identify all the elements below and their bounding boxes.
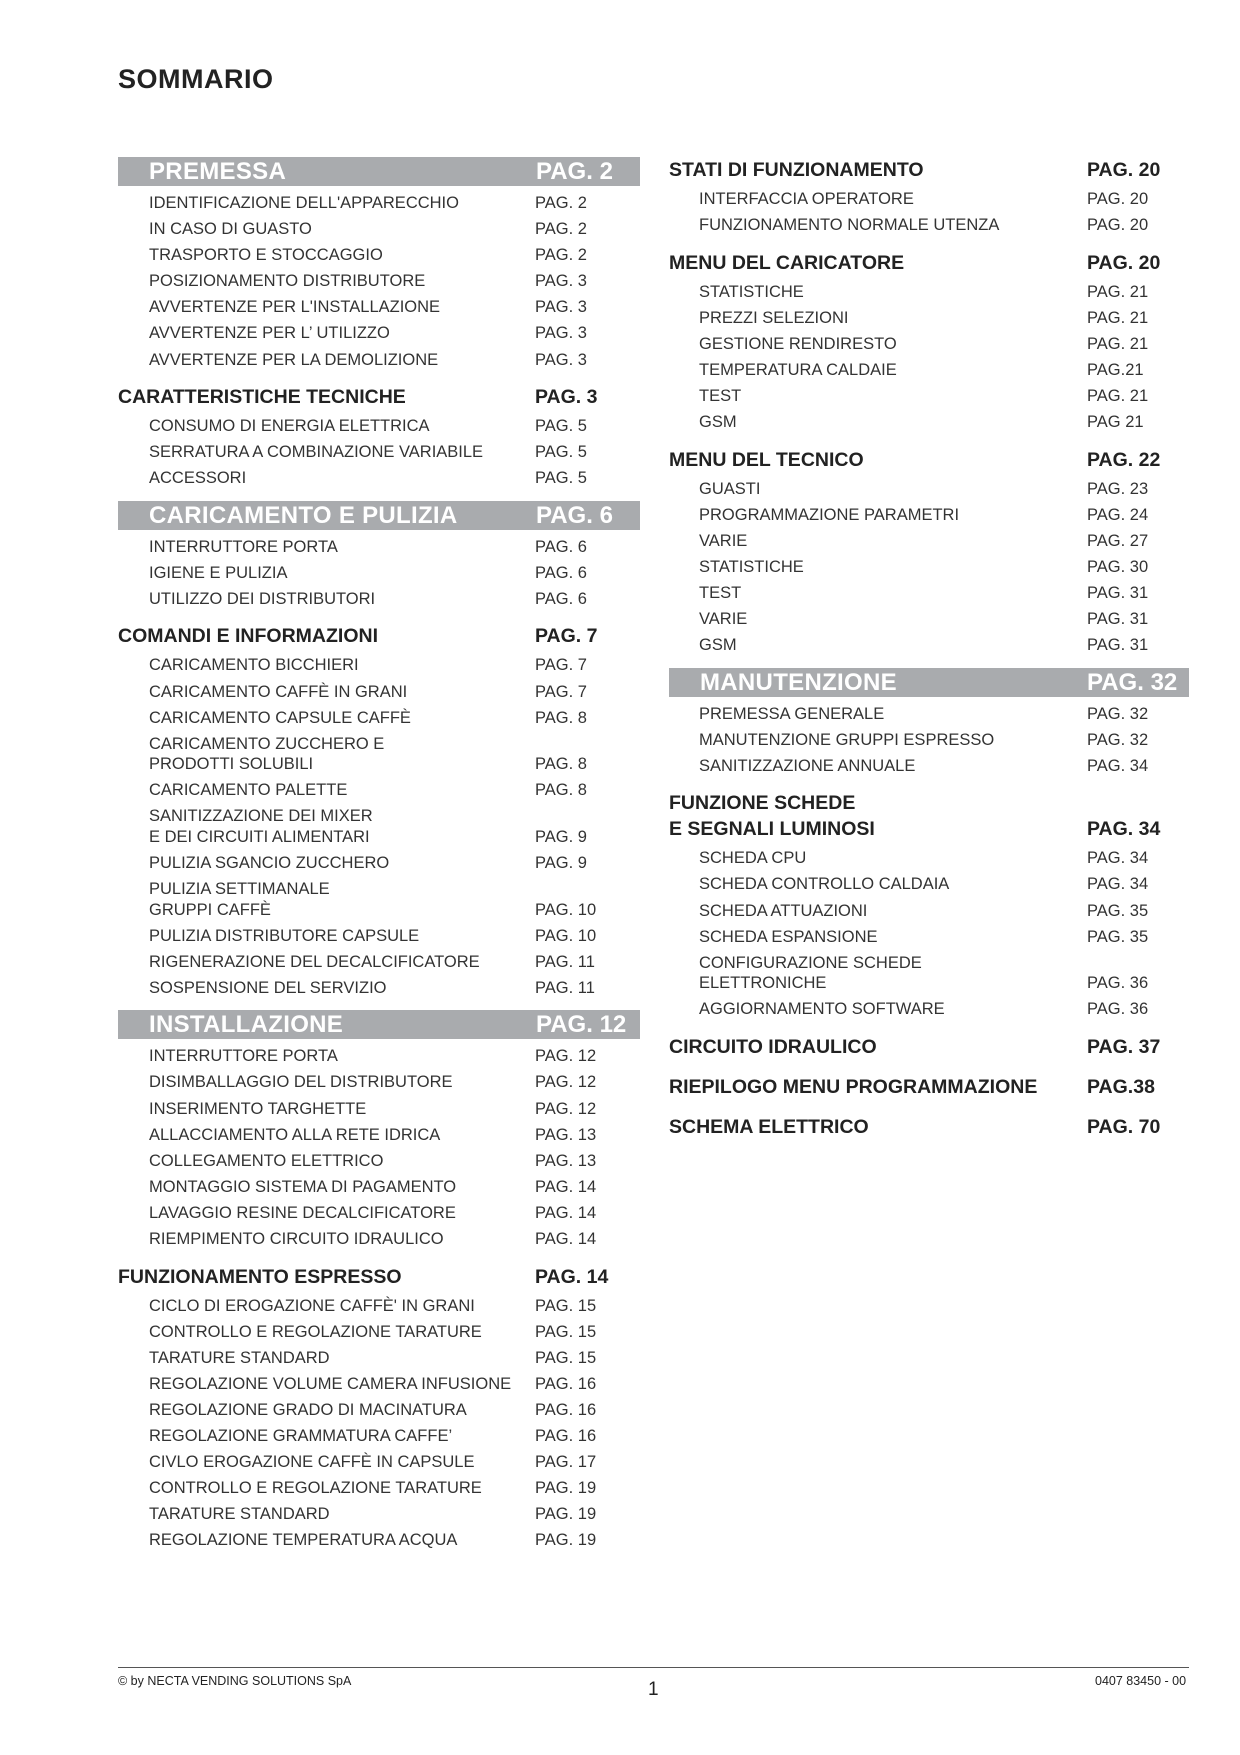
toc-entry[interactable] — [669, 282, 1189, 303]
toc-entry[interactable] — [118, 734, 640, 775]
toc-entry-page: PAG. 11 — [535, 978, 595, 997]
section-items-list — [669, 848, 1189, 1019]
toc-entry[interactable] — [669, 531, 1189, 552]
toc-entry[interactable] — [118, 655, 640, 676]
toc-entry[interactable] — [118, 537, 640, 558]
toc-entry-label: TEMPERATURA CALDAIE — [699, 360, 897, 379]
toc-entry-label: AVVERTENZE PER L'INSTALLAZIONE — [149, 298, 441, 317]
toc-entry[interactable] — [118, 978, 640, 999]
toc-entry-label: IDENTIFICAZIONE DELL'APPARECCHIO — [149, 194, 459, 212]
toc-entry-page: PAG. 19 — [535, 1479, 597, 1498]
toc-entry-label: GESTIONE RENDIRESTO — [699, 334, 897, 353]
toc-entry-label: LAVAGGIO RESINE DECALCIFICATORE — [149, 1203, 456, 1222]
section-page-ref: PAG. 6 — [536, 501, 613, 529]
toc-entry[interactable] — [118, 1530, 640, 1551]
toc-entry[interactable] — [669, 505, 1189, 526]
toc-entry-page: PAG. 35 — [1087, 901, 1149, 920]
toc-entry[interactable] — [118, 589, 640, 610]
toc-entry-page: PAG. 9 — [535, 854, 587, 872]
toc-entry-label: INSERIMENTO TARGHETTE — [149, 1099, 367, 1118]
toc-entry-page: PAG. 21 — [1087, 334, 1149, 353]
footer-page-number: 1 — [648, 1679, 659, 1700]
toc-entry-label: PREZZI SELEZIONI — [699, 308, 849, 327]
toc-entry[interactable] — [669, 412, 1189, 433]
toc-entry-label: REGOLAZIONE VOLUME CAMERA INFUSIONE — [149, 1374, 512, 1393]
toc-entry-label: CONTROLLO E REGOLAZIONE TARATURE — [149, 1322, 482, 1341]
toc-entry-page: PAG. 17 — [535, 1453, 597, 1472]
toc-entry-label: IN CASO DI GUASTO — [149, 220, 312, 239]
toc-entry-label: PREMESSA GENERALE — [699, 704, 885, 723]
toc-entry-page: PAG. 3 — [535, 324, 587, 343]
toc-entry[interactable] — [118, 926, 640, 947]
toc-entry-page: PAG. 14 — [535, 1230, 597, 1249]
toc-entry-label: CARICAMENTO CAPSULE CAFFÈ — [149, 708, 411, 727]
footer-doc-code: 0407 83450 - 00 — [1095, 1674, 1187, 1688]
toc-entry[interactable] — [669, 334, 1189, 355]
toc-entry-page: PAG. 2 — [535, 194, 587, 212]
section-page-ref: PAG. 20 — [1087, 159, 1161, 181]
toc-entry-label: SOSPENSIONE DEL SERVIZIO — [149, 978, 387, 997]
section-page-ref: PAG. 37 — [1087, 1035, 1161, 1058]
toc-entry-page: PAG. 21 — [1087, 282, 1149, 301]
toc-entry[interactable] — [118, 297, 640, 318]
toc-entry-page: PAG. 23 — [1087, 479, 1149, 498]
section-items-list — [118, 1046, 640, 1249]
toc-entry-page: PAG. 19 — [535, 1505, 597, 1524]
toc-entry[interactable] — [669, 953, 1189, 994]
toc-entry-label: CARICAMENTO ZUCCHERO E PRODOTTI SOLUBILI — [149, 734, 385, 774]
toc-entry-page: PAG. 35 — [1087, 927, 1149, 946]
toc-entry-label: VARIE — [699, 610, 748, 629]
section-items-list — [669, 704, 1189, 777]
toc-section — [669, 1034, 1189, 1060]
toc-entry[interactable] — [118, 219, 640, 240]
toc-entry[interactable] — [118, 245, 640, 266]
toc-entry-label: ACCESSORI — [149, 469, 247, 488]
section-heading[interactable] — [118, 157, 640, 186]
toc-entry[interactable] — [669, 386, 1189, 407]
section-page-ref: PAG. 32 — [1087, 668, 1178, 696]
section-heading[interactable] — [669, 157, 1189, 183]
toc-entry[interactable] — [669, 704, 1189, 725]
toc-entry-label: SCHEDA CONTROLLO CALDAIA — [699, 875, 950, 894]
toc-entry[interactable] — [669, 609, 1189, 630]
section-title: MENU DEL TECNICO — [669, 448, 864, 471]
toc-entry[interactable] — [118, 780, 640, 801]
toc-entry[interactable] — [669, 635, 1189, 656]
toc-entry[interactable] — [118, 1203, 640, 1224]
toc-entry-label: POSIZIONAMENTO DISTRIBUTORE — [149, 272, 426, 291]
toc-entry-page: PAG. 6 — [535, 563, 587, 582]
section-page-ref: PAG.38 — [1087, 1075, 1155, 1098]
toc-section — [669, 1114, 1189, 1140]
toc-entry[interactable] — [669, 557, 1189, 578]
toc-entry-label: PROGRAMMAZIONE PARAMETRI — [699, 505, 960, 524]
section-title: MANUTENZIONE — [700, 668, 897, 696]
toc-entry-label: CARICAMENTO BICCHIERI — [149, 656, 359, 675]
toc-section — [669, 790, 1189, 1019]
toc-section — [118, 501, 640, 610]
toc-entry-page: PAG. 5 — [535, 469, 587, 488]
toc-entry-label: REGOLAZIONE GRAMMATURA CAFFE’ — [149, 1427, 453, 1445]
toc-entry[interactable] — [118, 1478, 640, 1499]
section-items-list — [669, 479, 1189, 656]
toc-entry-label: RIEMPIMENTO CIRCUITO IDRAULICO — [149, 1230, 444, 1249]
section-heading[interactable] — [669, 790, 1189, 842]
toc-entry-page: PAG. 14 — [535, 1177, 597, 1196]
toc-entry-page: PAG. 27 — [1087, 531, 1149, 550]
toc-entry[interactable] — [669, 901, 1189, 922]
section-items-list — [118, 1296, 640, 1551]
section-title: MENU DEL CARICATORE — [669, 251, 905, 274]
toc-entry-page: PAG. 2 — [535, 246, 587, 265]
section-page-ref: PAG. 12 — [536, 1011, 627, 1039]
toc-entry-page: PAG. 6 — [535, 537, 587, 556]
toc-entry-page: PAG. 2 — [535, 220, 587, 239]
toc-entry-label: INTERRUTTORE PORTA — [149, 1047, 338, 1066]
section-page-ref: PAG. 70 — [1087, 1115, 1161, 1138]
footer-divider — [118, 1667, 1189, 1668]
toc-entry-label: CIVLO EROGAZIONE CAFFÈ IN CAPSULE — [149, 1453, 475, 1472]
toc-entry-label: CONFIGURAZIONE SCHEDE ELETTRONICHE — [699, 953, 922, 993]
toc-entry[interactable] — [669, 756, 1189, 777]
toc-entry-page: PAG. 31 — [1087, 636, 1149, 655]
toc-section — [669, 250, 1189, 433]
toc-entry-label: TARATURE STANDARD — [149, 1505, 330, 1524]
section-items-list — [118, 416, 640, 489]
toc-entry-page: PAG. 34 — [1087, 756, 1149, 775]
toc-entry-page: PAG. 16 — [535, 1374, 597, 1393]
toc-section — [118, 1264, 640, 1551]
toc-entry-page: PAG. 15 — [535, 1348, 597, 1367]
toc-entry-label: CONSUMO DI ENERGIA ELETTRICA — [149, 417, 430, 436]
toc-entry[interactable] — [669, 927, 1189, 948]
toc-entry[interactable] — [118, 1046, 640, 1067]
toc-entry-page: PAG. 11 — [535, 952, 595, 971]
toc-entry[interactable] — [669, 848, 1189, 869]
toc-entry-page: PAG. 36 — [1087, 974, 1149, 993]
toc-entry-page: PAG. 3 — [535, 350, 587, 369]
toc-entry-label: VARIE — [699, 531, 748, 550]
section-title: FUNZIONE SCHEDE E SEGNALI LUMINOSI — [669, 792, 875, 841]
toc-entry-page: PAG. 15 — [535, 1296, 597, 1315]
toc-entry[interactable] — [118, 323, 640, 344]
toc-entry-page: PAG. 12 — [535, 1047, 597, 1066]
toc-entry-label: TARATURE STANDARD — [149, 1348, 330, 1367]
toc-entry[interactable] — [118, 1296, 640, 1317]
toc-entry[interactable] — [669, 874, 1189, 895]
section-title: FUNZIONAMENTO ESPRESSO — [118, 1265, 402, 1288]
toc-entry-label: CARICAMENTO PALETTE — [149, 781, 348, 800]
section-items-list — [669, 282, 1189, 433]
toc-entry-label: CONTROLLO E REGOLAZIONE TARATURE — [149, 1479, 482, 1498]
toc-entry[interactable] — [118, 1151, 640, 1172]
section-heading[interactable] — [669, 668, 1189, 697]
toc-entry[interactable] — [118, 1099, 640, 1120]
toc-entry-label: INTERFACCIA OPERATORE — [699, 190, 914, 208]
section-title: SCHEMA ELETTRICO — [669, 1115, 869, 1138]
toc-entry-label: IGIENE E PULIZIA — [149, 563, 288, 582]
toc-entry[interactable] — [118, 1348, 640, 1369]
footer-copyright: © by NECTA VENDING SOLUTIONS SpA — [118, 1674, 352, 1688]
toc-entry-label: INTERRUTTORE PORTA — [149, 537, 338, 556]
toc-entry-label: PULIZIA SETTIMANALE GRUPPI CAFFÈ — [149, 880, 330, 919]
toc-entry[interactable] — [118, 806, 640, 847]
toc-entry-label: REGOLAZIONE GRADO DI MACINATURA — [149, 1400, 467, 1419]
toc-entry-page: PAG. 8 — [535, 708, 587, 727]
section-page-ref: PAG. 34 — [1087, 818, 1161, 841]
toc-entry-label: FUNZIONAMENTO NORMALE UTENZA — [699, 216, 1000, 235]
section-title: CARICAMENTO E PULIZIA — [149, 501, 458, 529]
toc-section — [669, 157, 1189, 236]
section-title: STATI DI FUNZIONAMENTO — [669, 159, 924, 181]
toc-entry-label: STATISTICHE — [699, 282, 804, 301]
toc-entry[interactable] — [669, 360, 1189, 381]
toc-entry-page: PAG. 3 — [535, 272, 587, 291]
toc-entry-label: CICLO DI EROGAZIONE CAFFÈ' IN GRANI — [149, 1296, 475, 1315]
toc-entry-label: TEST — [699, 583, 742, 602]
toc-entry-page: PAG. 31 — [1087, 583, 1149, 602]
toc-entry[interactable] — [118, 1177, 640, 1198]
toc-entry[interactable] — [118, 879, 640, 920]
toc-entry[interactable] — [118, 271, 640, 292]
section-title: RIEPILOGO MENU PROGRAMMAZIONE — [669, 1075, 1038, 1098]
toc-entry-page: PAG 21 — [1087, 413, 1144, 432]
toc-entry-page: PAG. 10 — [535, 900, 597, 919]
toc-entry-page: PAG. 36 — [1087, 1000, 1149, 1019]
section-items-list — [118, 193, 640, 370]
toc-entry-label: SCHEDA ATTUAZIONI — [699, 901, 868, 920]
toc-entry[interactable] — [118, 1426, 640, 1447]
toc-section — [118, 384, 640, 489]
toc-entry-page: PAG. 31 — [1087, 610, 1149, 629]
toc-entry-page: PAG. 21 — [1087, 308, 1149, 327]
section-items-list — [669, 189, 1189, 236]
toc-entry-label: TRASPORTO E STOCCAGGIO — [149, 246, 383, 265]
toc-entry[interactable] — [118, 1504, 640, 1525]
toc-entry-page: PAG. 5 — [535, 417, 587, 436]
toc-entry[interactable] — [669, 730, 1189, 751]
toc-entry-page: PAG. 32 — [1087, 730, 1149, 749]
toc-entry[interactable] — [669, 308, 1189, 329]
section-heading[interactable] — [118, 1010, 640, 1039]
toc-section — [118, 1010, 640, 1249]
toc-entry-page: PAG. 20 — [1087, 190, 1149, 208]
toc-entry[interactable] — [669, 999, 1189, 1020]
toc-entry-label: PULIZIA SGANCIO ZUCCHERO — [149, 854, 390, 872]
toc-entry[interactable] — [669, 583, 1189, 604]
section-title: CIRCUITO IDRAULICO — [669, 1035, 877, 1058]
toc-entry-label: UTILIZZO DEI DISTRIBUTORI — [149, 589, 376, 608]
section-heading[interactable] — [118, 501, 640, 530]
toc-entry-label: STATISTICHE — [699, 557, 804, 576]
toc-entry[interactable] — [669, 189, 1189, 210]
toc-entry-page: PAG. 16 — [535, 1400, 597, 1419]
section-page-ref: PAG. 2 — [536, 158, 613, 185]
page-title: SOMMARIO — [118, 64, 274, 94]
toc-entry-page: PAG. 19 — [535, 1531, 597, 1550]
toc-left-column — [118, 157, 640, 1556]
toc-entry-label: TEST — [699, 386, 742, 405]
toc-entry-page: PAG. 13 — [535, 1125, 597, 1144]
toc-entry-page: PAG. 8 — [535, 781, 587, 800]
toc-entry-label: COLLEGAMENTO ELETTRICO — [149, 1151, 384, 1170]
toc-entry-label: AGGIORNAMENTO SOFTWARE — [699, 1000, 945, 1019]
section-items-list — [118, 655, 640, 998]
toc-entry-page: PAG. 24 — [1087, 505, 1149, 524]
section-heading[interactable] — [118, 623, 640, 649]
toc-entry-page: PAG. 8 — [535, 755, 587, 774]
toc-section — [118, 623, 640, 998]
toc-entry-label: CARICAMENTO CAFFÈ IN GRANI — [149, 682, 408, 701]
toc-entry-label: MANUTENZIONE GRUPPI ESPRESSO — [699, 730, 995, 749]
toc-entry[interactable] — [118, 1400, 640, 1421]
section-heading[interactable] — [118, 1264, 640, 1290]
section-heading[interactable] — [669, 1074, 1189, 1100]
section-page-ref: PAG. 7 — [535, 625, 598, 648]
toc-entry[interactable] — [118, 442, 640, 463]
toc-entry[interactable] — [118, 193, 640, 214]
toc-entry-page: PAG. 13 — [535, 1151, 597, 1170]
toc-section — [669, 668, 1189, 777]
section-heading[interactable] — [118, 384, 640, 410]
toc-entry-label: SCHEDA ESPANSIONE — [699, 927, 878, 946]
toc-entry[interactable] — [118, 1452, 640, 1473]
toc-entry-label: SANITIZZAZIONE ANNUALE — [699, 756, 916, 775]
toc-entry-page: PAG. 34 — [1087, 849, 1149, 868]
section-title: COMANDI E INFORMAZIONI — [118, 625, 378, 648]
toc-entry[interactable] — [118, 1322, 640, 1343]
section-items-list — [118, 537, 640, 610]
toc-entry-page: PAG. 16 — [535, 1427, 597, 1445]
toc-entry-page: PAG. 32 — [1087, 704, 1149, 723]
toc-entry-label: SERRATURA A COMBINAZIONE VARIABILE — [149, 443, 484, 462]
section-page-ref: PAG. 20 — [1087, 251, 1161, 274]
section-page-ref: PAG. 14 — [535, 1265, 609, 1288]
toc-entry-page: PAG. 10 — [535, 926, 597, 945]
toc-entry[interactable] — [118, 952, 640, 973]
toc-entry-label: GSM — [699, 636, 737, 655]
toc-entry-label: REGOLAZIONE TEMPERATURA ACQUA — [149, 1531, 458, 1550]
toc-entry-label: PULIZIA DISTRIBUTORE CAPSULE — [149, 926, 420, 945]
toc-entry[interactable] — [118, 708, 640, 729]
section-title: CARATTERISTICHE TECNICHE — [118, 386, 406, 409]
toc-entry-page: PAG. 20 — [1087, 216, 1149, 235]
toc-entry-page: PAG. 15 — [535, 1322, 597, 1341]
toc-entry-label: SANITIZZAZIONE DEI MIXER E DEI CIRCUITI ALIMENTARI — [149, 807, 373, 846]
toc-entry[interactable] — [118, 1072, 640, 1093]
toc-entry-page: PAG. 9 — [535, 827, 587, 846]
section-page-ref: PAG. 3 — [535, 386, 598, 409]
toc-entry-label: RIGENERAZIONE DEL DECALCIFICATORE — [149, 952, 480, 971]
toc-entry[interactable] — [118, 350, 640, 371]
toc-entry-label: GSM — [699, 413, 737, 432]
section-title: PREMESSA — [149, 158, 287, 185]
toc-entry[interactable] — [118, 682, 640, 703]
toc-entry-label: ALLACCIAMENTO ALLA RETE IDRICA — [149, 1125, 441, 1144]
toc-entry-page: PAG. 6 — [535, 589, 587, 608]
toc-entry-page: PAG. 12 — [535, 1073, 597, 1092]
toc-entry-label: AVVERTENZE PER LA DEMOLIZIONE — [149, 350, 439, 369]
toc-entry[interactable] — [118, 1125, 640, 1146]
section-page-ref: PAG. 22 — [1087, 448, 1161, 471]
toc-entry[interactable] — [669, 479, 1189, 500]
toc-section — [669, 1074, 1189, 1100]
toc-entry-page: PAG. 3 — [535, 298, 587, 317]
toc-entry[interactable] — [669, 215, 1189, 236]
toc-section — [669, 447, 1189, 656]
toc-entry-page: PAG. 5 — [535, 443, 587, 462]
toc-entry-page: PAG. 34 — [1087, 875, 1149, 894]
toc-entry-label: GUASTI — [699, 479, 761, 498]
section-heading[interactable] — [669, 447, 1189, 473]
toc-entry-page: PAG. 12 — [535, 1099, 597, 1118]
section-title: INSTALLAZIONE — [149, 1011, 344, 1039]
section-heading[interactable] — [669, 1034, 1189, 1060]
toc-right-column — [669, 157, 1189, 1146]
toc-entry[interactable] — [118, 853, 640, 874]
toc-entry-label: MONTAGGIO SISTEMA DI PAGAMENTO — [149, 1177, 457, 1196]
toc-section — [118, 157, 640, 370]
toc-entry-page: PAG. 30 — [1087, 557, 1149, 576]
toc-entry-label: DISIMBALLAGGIO DEL DISTRIBUTORE — [149, 1073, 453, 1092]
section-heading[interactable] — [669, 1114, 1189, 1140]
toc-entry-page: PAG. 7 — [535, 656, 587, 675]
toc-entry-page: PAG.21 — [1087, 360, 1144, 379]
toc-entry[interactable] — [118, 468, 640, 489]
toc-entry-label: AVVERTENZE PER L’ UTILIZZO — [149, 324, 390, 343]
toc-entry-page: PAG. 14 — [535, 1203, 597, 1222]
toc-entry[interactable] — [118, 563, 640, 584]
toc-entry[interactable] — [118, 1374, 640, 1395]
section-heading[interactable] — [669, 250, 1189, 276]
toc-entry-page: PAG. 7 — [535, 682, 587, 701]
toc-entry-page: PAG. 21 — [1087, 386, 1149, 405]
toc-entry-label: SCHEDA CPU — [699, 849, 807, 868]
toc-entry[interactable] — [118, 1229, 640, 1250]
toc-entry[interactable] — [118, 416, 640, 437]
